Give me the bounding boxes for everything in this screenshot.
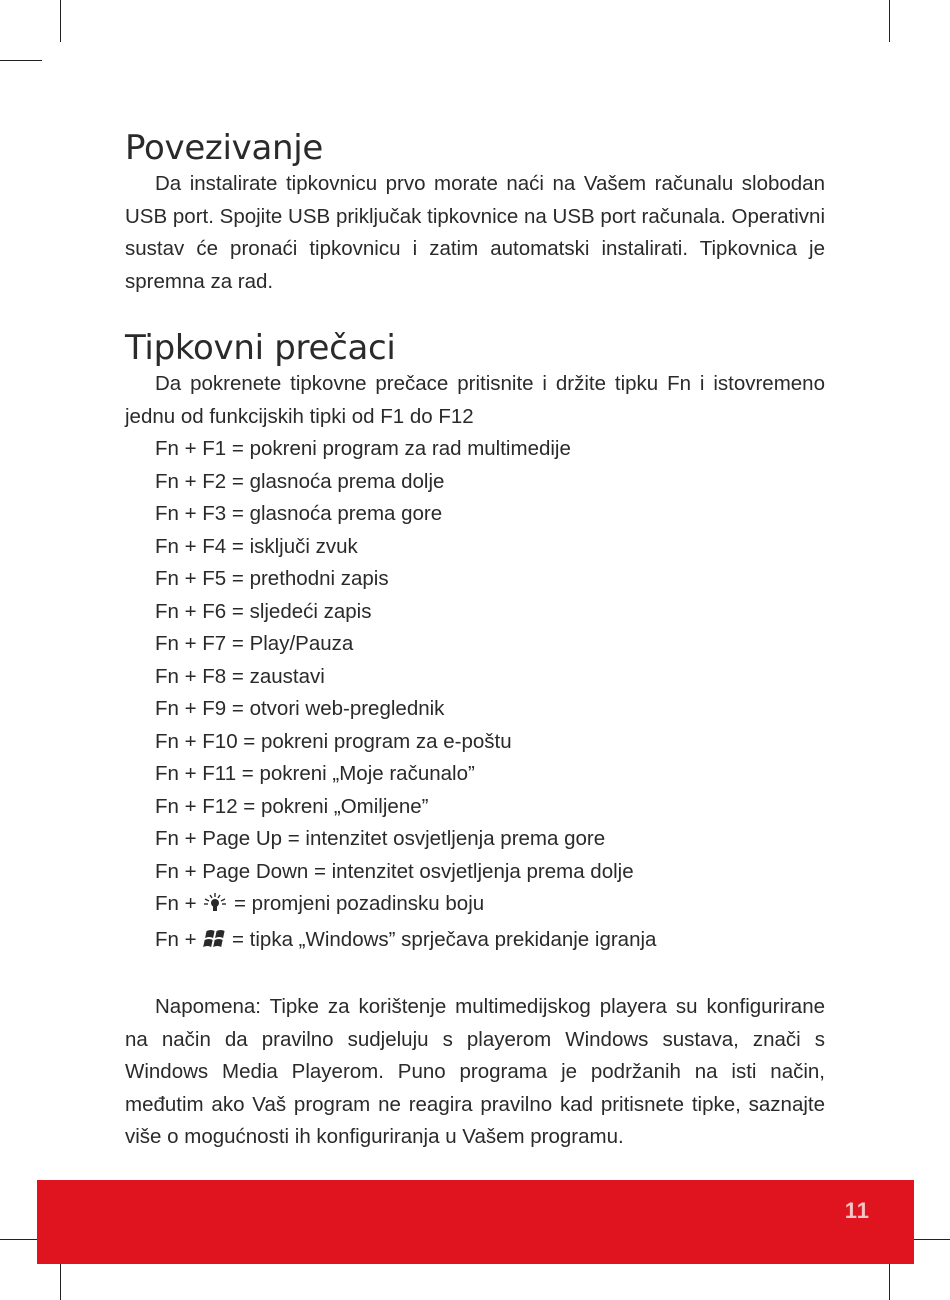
shortcut-item: Fn + F4 = isključi zvuk (155, 534, 358, 558)
backlight-bulb-icon (202, 891, 228, 924)
shortcut-item-backlight (125, 888, 825, 924)
section-connecting (125, 128, 825, 298)
page-content (125, 128, 825, 1154)
section-title-shortcuts: Tipkovni prečaci (125, 328, 396, 368)
section-shortcuts (125, 328, 825, 959)
page-number: 11 (844, 1198, 870, 1223)
crop-mark (908, 1239, 950, 1240)
paragraph-connecting: Da instalirate tipkovnicu prvo morate naći na Vašem računalu slobodan USB port. Spojite USB priključak tipkovnice na USB port računala. Operativni sustav će pronaći tipkovnicu i zatim automatski instalirati. Tipkovnica je spremna za rad. (125, 172, 825, 293)
crop-mark (0, 1239, 42, 1240)
shortcut-text: = tipka „Windows” sprječava prekidanje igranja (232, 927, 657, 951)
shortcut-item: Fn + F7 = Play/Pauza (155, 632, 354, 655)
shortcut-item: Fn + F2 = glasnoća prema dolje (155, 469, 445, 493)
shortcut-item-windows (125, 924, 825, 960)
shortcut-item: Fn + F6 = sljedeći zapis (155, 599, 372, 623)
footer-bar (37, 1180, 914, 1264)
shortcut-item: Fn + Page Down = intenzitet osvjetljenja prema dolje (155, 859, 634, 883)
shortcut-prefix: Fn + (155, 892, 197, 915)
windows-logo-icon (202, 927, 226, 960)
shortcut-item: Fn + Page Up = intenzitet osvjetljenja prema gore (155, 827, 606, 850)
paragraph-shortcuts-intro: Da pokrenete tipkovne prečace pritisnite i držite tipku Fn i istovremeno jednu od funkcijskih tipki od F1 do F12 (125, 372, 825, 428)
crop-mark (60, 1258, 61, 1300)
crop-mark (60, 0, 61, 42)
crop-mark (889, 0, 890, 42)
shortcut-list (125, 433, 825, 959)
shortcut-item: Fn + F5 = prethodni zapis (155, 567, 389, 590)
shortcut-item: Fn + F10 = pokreni program za e-poštu (155, 729, 512, 753)
crop-mark (889, 1258, 890, 1300)
section-title-connecting: Povezivanje (125, 128, 323, 168)
shortcut-item: Fn + F3 = glasnoća prema gore (155, 502, 443, 525)
shortcut-item: Fn + F9 = otvori web-preglednik (155, 697, 445, 720)
shortcut-item: Fn + F11 = pokreni „Moje računalo” (155, 762, 475, 785)
shortcut-item: Fn + F8 = zaustavi (155, 664, 325, 688)
crop-mark (0, 60, 42, 61)
shortcut-item: Fn + F12 = pokreni „Omiljene” (155, 794, 429, 818)
shortcut-item: Fn + F1 = pokreni program za rad multimedije (155, 437, 571, 460)
shortcut-text: = promjeni pozadinsku boju (234, 892, 485, 915)
paragraph-note: Napomena: Tipke za korištenje multimedijskog playera su konfigurirane na način da pravilno sudjeluju s playerom Windows sustava, znači s Windows Media Playerom. Puno programa je podržanih na isti način, međutim ako Vaš program ne reagira pravilno kad pritisnete tipke, saznajte više o mogućnosti ih konfiguriranja u Vašem programu. (125, 995, 825, 1148)
shortcut-prefix: Fn + (155, 927, 197, 951)
